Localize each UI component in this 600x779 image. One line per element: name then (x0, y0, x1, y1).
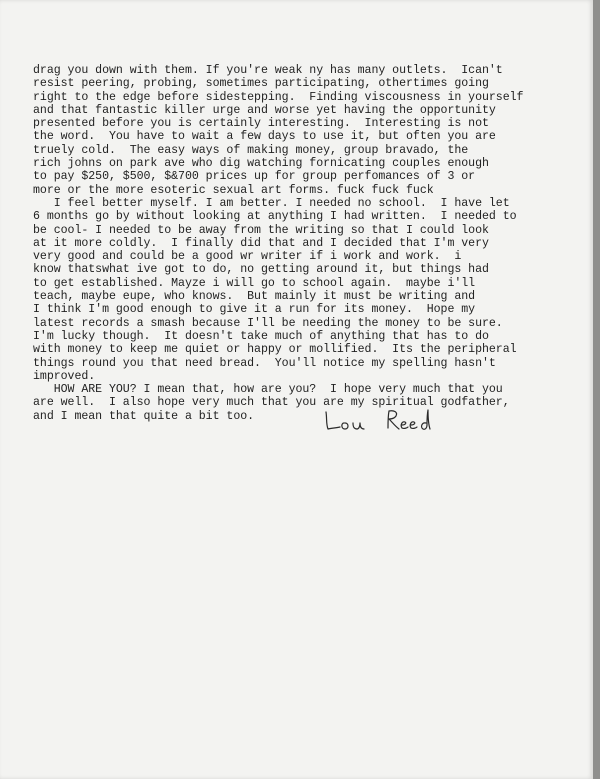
letter-body (33, 64, 553, 423)
signature-graphic (322, 408, 442, 434)
letter-line: very good and could be a good wr writer if i work and work. i (33, 250, 462, 264)
letter-line: HOW ARE YOU? I mean that, how are you? I hope very much that you (33, 383, 503, 397)
letter-line: I feel better myself. I am better. I needed no school. I have let (33, 196, 510, 210)
letter-line: more or the more esoteric sexual art forms. fuck fuck fuck (33, 183, 434, 197)
handwritten-signature (322, 408, 442, 434)
letter-line: resist peering, probing, sometimes participating, othertimes going (33, 77, 489, 91)
letter-line: teach, maybe eupe, who knows. But mainly it must be writing and (33, 290, 476, 304)
letter-line: improved. (33, 369, 96, 383)
letter-line: rich johns on park ave who dig watching fornicating couples enough (33, 157, 489, 171)
letter-line: to get established. Mayze i will go to school again. maybe i'll (33, 276, 476, 290)
letter-line: presented before you is certainly interesting. Interesting is not (33, 117, 489, 131)
letter-line: and I mean that quite a bit too. (33, 409, 255, 423)
letter-line: and that fantastic killer urge and worse yet having the opportunity (33, 103, 496, 117)
letter-line: truely cold. The easy ways of making money, group bravado, the (33, 143, 469, 157)
letter-line: to pay $250, $500, $&700 prices up for group perfomances of 3 or (33, 170, 476, 184)
letter-line: at it more coldly. I finally did that and I decided that I'm very (33, 236, 489, 250)
letter-line: I'm lucky though. It doesn't take much of anything that has to do (33, 329, 489, 343)
letter-line: latest records a smash because I'll be needing the money to be sure. (33, 316, 503, 330)
letter-line: right to the edge before sidestepping. Finding viscousness in yourself (33, 90, 524, 104)
letter-line: the word. You have to wait a few days to use it, but often you are (33, 130, 496, 144)
letter-line: with money to keep me quiet or happy or mollified. Its the peripheral (33, 343, 517, 357)
letter-line: drag you down with them. If you're weak ny has many outlets. Ican't (33, 64, 503, 77)
letter-line: things round you that need bread. You'll notice my spelling hasn't (33, 356, 496, 370)
letter-line: 6 months go by without looking at anything I had written. I needed to (33, 210, 517, 224)
letter-line: are well. I also hope very much that you are my spiritual godfather, (33, 396, 510, 410)
letter-line: I think I'm good enough to give it a run for its money. Hope my (33, 303, 476, 317)
letter-line: know thatswhat ive got to do, no getting around it, but things had (33, 263, 489, 277)
letter-line: be cool- I needed to be away from the writing so that I could look (33, 223, 489, 237)
